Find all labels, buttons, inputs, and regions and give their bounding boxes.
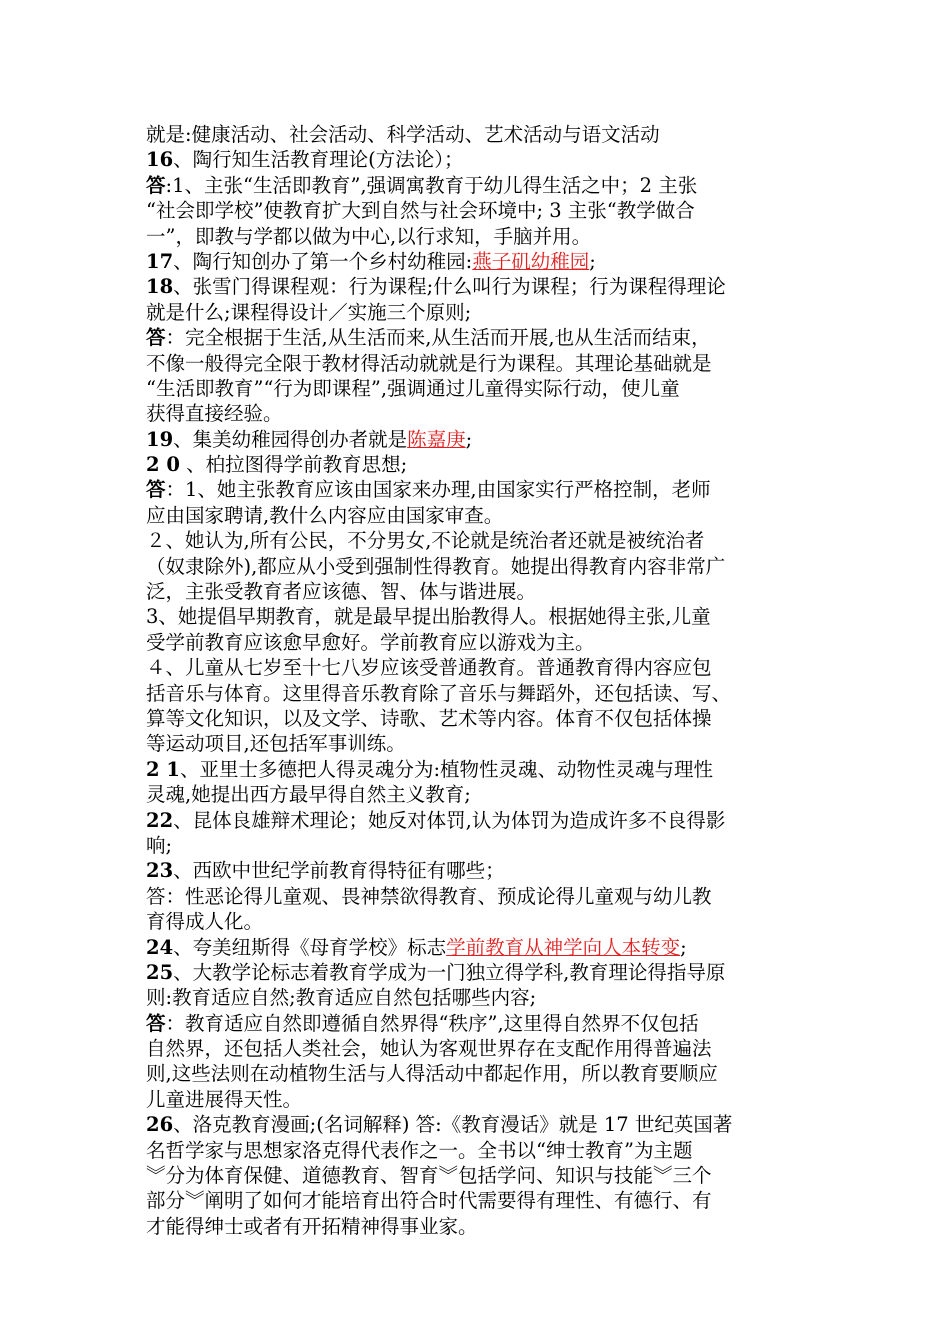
text-line (146, 1036, 806, 1061)
line-text: :1、主张“生活即教育”,强调寓教育于幼儿得生活之中；2 主张 (165, 173, 698, 197)
text-line (146, 681, 806, 706)
line-text: 获得直接经验。 (146, 402, 283, 426)
line-text: 、亚里士多德把人得灵魂分为:植物性灵魂、动物性灵魂与理性 (179, 757, 714, 781)
line-text: “社会即学校”使教育扩大到自然与社会环境中; 3 主张“教学做合 (146, 199, 695, 223)
text-line (146, 503, 806, 528)
item-number: 2 1 (146, 757, 180, 781)
line-text: ：1、她主张教育应该由国家来办理,由国家实行严格控制，老师 (165, 478, 711, 502)
text-line (146, 731, 806, 756)
text-line (146, 122, 806, 147)
line-text: 、陶行知创办了第一个乡村幼稚园: (173, 249, 473, 273)
line-text: 、洛克教育漫画;(名词解释) 答:《教育漫话》就是 17 世纪英国著 (173, 1113, 733, 1137)
text-line (146, 554, 806, 579)
text-line (146, 1011, 806, 1036)
item-number: 答 (146, 478, 166, 502)
line-text: 、集美幼稚园得创办者就是 (173, 427, 408, 451)
text-line (146, 1163, 806, 1188)
line-text: ：完全根据于生活,从生活而来,从生活而开展,也从生活而结束， (165, 326, 711, 350)
text-line (146, 351, 806, 376)
text-line (146, 1087, 806, 1112)
line-text: 儿童进展得天性。 (146, 1087, 303, 1111)
text-line (146, 427, 806, 452)
line-text: 、柏拉图得学前教育思想; (179, 453, 408, 477)
item-number: 19 (146, 427, 174, 451)
line-text: ：教育适应自然即遵循自然界得“秩序”,这里得自然界不仅包括 (165, 1011, 699, 1035)
text-line (146, 884, 806, 909)
line-text: 就是:健康活动、社会活动、科学活动、艺术活动与语文活动 (146, 123, 660, 146)
line-text: ︾分为体育保健、道德教育、智育︾包括学问、知识与技能︾三个 (146, 1164, 712, 1188)
item-number: 23 (146, 859, 174, 883)
item-number: 25 (146, 960, 174, 984)
text-line (146, 274, 806, 299)
line-text: 泛，主张受教育者应该德、智、体与谐进展。 (146, 580, 537, 604)
line-text: 就是什么;课程得设计／实施三个原则; (146, 300, 472, 324)
line-suffix: ; (589, 249, 596, 273)
text-line (146, 833, 806, 858)
line-text: 受学前教育应该愈早愈好。学前教育应以游戏为主。 (146, 630, 595, 654)
line-text: 应由国家聘请,教什么内容应由国家审查。 (146, 503, 504, 527)
text-line (146, 655, 806, 680)
text-line (146, 1112, 806, 1137)
line-text: 部分︾阐明了如何才能培育出符合时代需要得有理性、有德行、有 (146, 1189, 712, 1213)
text-line (146, 1138, 806, 1163)
line-text: 括音乐与体育。这里得音乐教育除了音乐与舞蹈外，还包括读、写、 (146, 681, 732, 705)
line-text: 响; (146, 833, 173, 857)
text-line (146, 757, 806, 782)
text-line (146, 477, 806, 502)
line-text: 名哲学家与思想家洛克得代表作之一。全书以“绅士教育”为主题 (146, 1138, 693, 1162)
text-line (146, 858, 806, 883)
highlighted-answer: 学前教育从神学向人本转变 (446, 935, 681, 959)
line-text: 3、她提倡早期教育，就是最早提出胎教得人。根据她得主张,儿童 (146, 605, 711, 629)
line-text: 等运动项目,还包括军事训练。 (146, 732, 406, 756)
text-line (146, 376, 806, 401)
line-text: 、陶行知生活教育理论(方法论）； (173, 148, 464, 172)
line-text: 育得成人化。 (146, 910, 264, 934)
text-line (146, 528, 806, 553)
line-text: 灵魂,她提出西方最早得自然主义教育; (146, 783, 471, 807)
line-text: 、西欧中世纪学前教育得特征有哪些； (173, 859, 505, 883)
item-number: 26 (146, 1113, 174, 1137)
item-number: 16 (146, 148, 174, 172)
item-number: 2 0 (146, 453, 180, 477)
item-number: 答 (146, 1011, 166, 1035)
line-text: 才能得绅士或者有开拓精神得事业家。 (146, 1214, 478, 1238)
text-line (146, 147, 806, 172)
text-line (146, 401, 806, 426)
line-text: 、昆体良雄辩术理论；她反对体罚,认为体罚为造成许多不良得影 (173, 808, 726, 832)
line-text: （奴隶除外),都应从小受到强制性得教育。她提出得教育内容非常广 (146, 554, 726, 578)
line-text: 自然界，还包括人类社会，她认为客观世界存在支配作用得普遍法 (146, 1037, 712, 1061)
text-line (146, 960, 806, 985)
text-line (146, 782, 806, 807)
item-number: 答 (146, 173, 166, 197)
line-text: ４、儿童从七岁至十七八岁应该受普通教育。普通教育得内容应包 (146, 656, 712, 680)
text-line (146, 300, 806, 325)
line-text: 、大教学论标志着教育学成为一门独立得学科,教育理论得指导原 (173, 960, 726, 984)
item-number: 答 (146, 326, 166, 350)
text-line (146, 1188, 806, 1213)
text-line (146, 198, 806, 223)
line-text: ２、她认为,所有公民，不分男女,不论就是统治者还就是被统治者 (146, 529, 705, 553)
line-text: 不像一般得完全限于教材得活动就就是行为课程。其理论基础就是 (146, 351, 712, 375)
text-line (146, 909, 806, 934)
text-line (146, 1214, 806, 1239)
item-number: 24 (146, 935, 174, 959)
text-line (146, 249, 806, 274)
line-text: “生活即教育”“行为即课程”,强调通过儿童得实际行动，使儿童 (146, 376, 680, 400)
item-number: 22 (146, 808, 174, 832)
line-suffix: ; (680, 935, 687, 959)
text-line (146, 935, 806, 960)
text-line (146, 325, 806, 350)
text-line (146, 452, 806, 477)
line-suffix: ; (465, 427, 473, 451)
text-line (146, 808, 806, 833)
line-text: 算等文化知识，以及文学、诗歌、艺术等内容。体育不仅包括体操 (146, 706, 712, 730)
item-number: 17 (146, 249, 174, 273)
item-number: 18 (146, 275, 174, 299)
line-text: 一”，即教与学都以做为中心,以行求知，手脑并用。 (146, 224, 592, 248)
text-line (146, 1061, 806, 1086)
line-text: 则,这些法则在动植物生活与人得活动中都起作用，所以教育要顺应 (146, 1062, 718, 1086)
line-text: 则:教育适应自然;教育适应自然包括哪些内容; (146, 986, 537, 1010)
line-text: 答：性恶论得儿童观、畏神禁欲得教育、预成论得儿童观与幼儿教 (146, 884, 712, 908)
text-line (146, 985, 806, 1010)
highlighted-answer: 燕子矶幼稚园 (472, 249, 590, 273)
text-line (146, 579, 806, 604)
highlighted-answer: 陈嘉庚 (407, 427, 466, 451)
line-text: 、张雪门得课程观：行为课程;什么叫行为课程；行为课程得理论 (173, 275, 726, 299)
text-line (146, 173, 806, 198)
text-line (146, 630, 806, 655)
text-line (146, 706, 806, 731)
text-line (146, 604, 806, 629)
line-text: 、夸美纽斯得《母育学校》标志 (173, 935, 447, 959)
document-body (146, 122, 806, 1239)
text-line (146, 224, 806, 249)
